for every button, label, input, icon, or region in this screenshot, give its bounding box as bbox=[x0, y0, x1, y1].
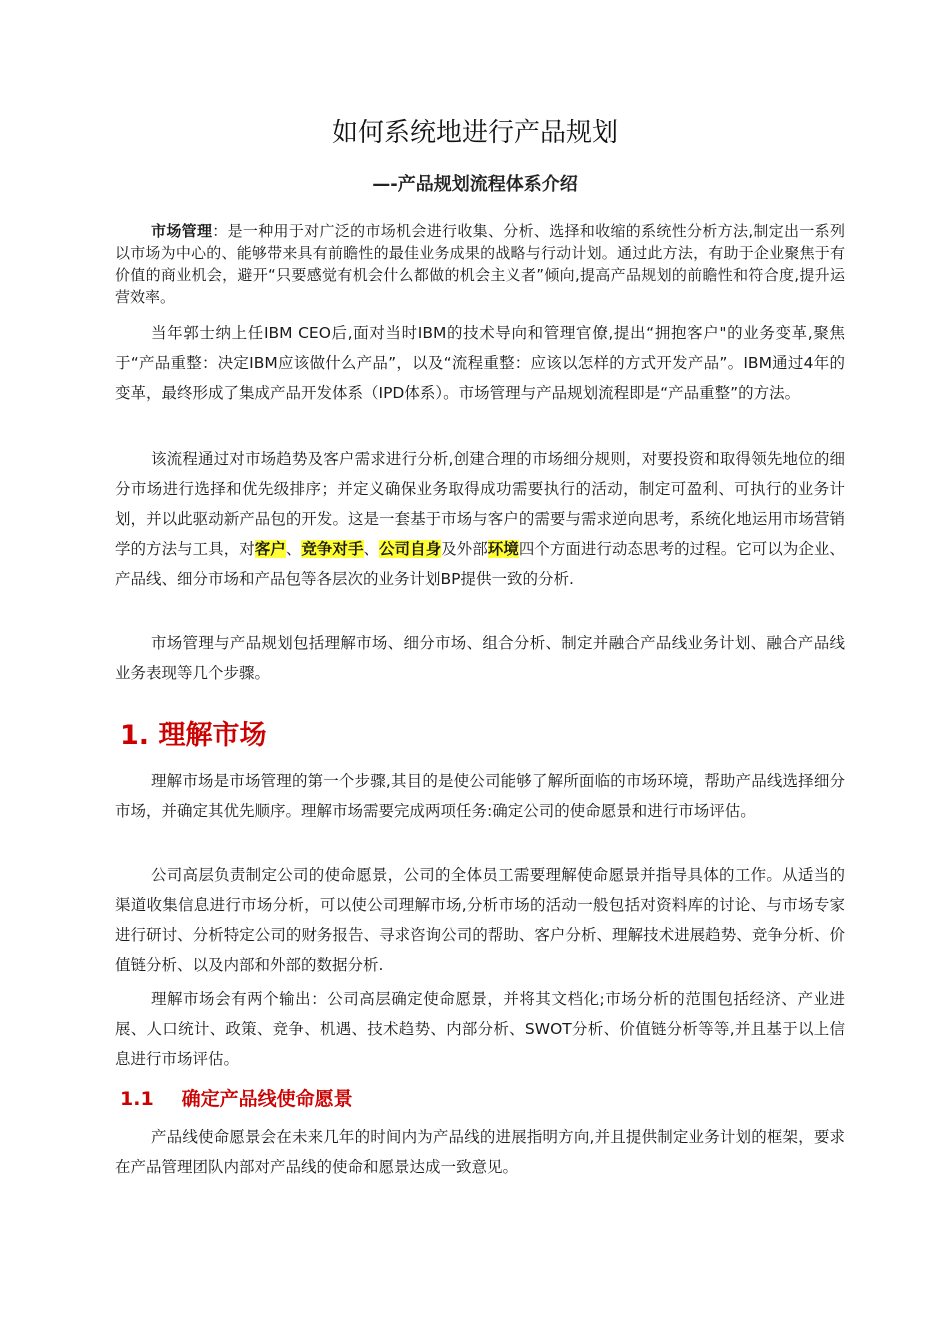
highlight-environment: 环境 bbox=[487, 540, 519, 558]
section-1-paragraph-3: 理解市场会有两个输出：公司高层确定使命愿景，并将其文档化;市场分析的范围包括经济、产业进展、人口统计、政策、竞争、机遇、技术趋势、内部分析、SWOT分析、价值链分析等等,并且基于以上信息进行市场评估。 bbox=[115, 990, 845, 1068]
highlight-customer: 客户 bbox=[254, 540, 286, 558]
intro-paragraph bbox=[115, 220, 845, 308]
section-1-1-title: 确定产品线使命愿景 bbox=[181, 1088, 353, 1110]
section-1-1-heading bbox=[120, 1084, 353, 1114]
highlight-competitor: 竞争对手 bbox=[301, 540, 364, 558]
section-1-paragraph-1: 理解市场是市场管理的第一个步骤,其目的是使公司能够了解所面临的市场环境，帮助产品线选择细分市场，并确定其优先顺序。理解市场需要完成两项任务:确定公司的使命愿景和进行市场评估。 bbox=[115, 772, 845, 820]
process-text-2: 四个方面进行动态思考的过程。它可以为企业、产品线、细分市场和产品包等各层次的业务计划BP提供一致的分析. bbox=[115, 540, 845, 588]
document-title: 如何系统地进行产品规划 bbox=[331, 118, 618, 148]
process-text-1: 该流程通过对市场趋势及客户需求进行分析,创建合理的市场细分规则，对要投资和取得领先地位的细分市场进行选择和优先级排序；并定义确保业务取得成功需要执行的活动，制定可盈利、可执行的业务计划，并以此驱动新产品包的开发。这是一套基于市场与客户的需要与需求逆向思考，系统化地运用市场营销学的方法与工具，对 bbox=[115, 450, 845, 558]
section-1-heading: 1. 理解市场 bbox=[120, 720, 267, 751]
steps-paragraph: 市场管理与产品规划包括理解市场、细分市场、组合分析、制定并融合产品线业务计划、融合产品线业务表现等几个步骤。 bbox=[115, 634, 845, 682]
separator: 、 bbox=[363, 540, 380, 558]
separator: 、 bbox=[285, 540, 302, 558]
intro-term: 市场管理 bbox=[151, 222, 213, 240]
section-1-1-paragraph-1: 产品线使命愿景会在未来几年的时间内为产品线的进展指明方向,并且提供制定业务计划的框架，要求在产品管理团队内部对产品线的使命和愿景达成一致意见。 bbox=[115, 1128, 845, 1176]
section-1-1-number: 1.1 bbox=[120, 1088, 154, 1110]
process-mid-text: 及外部 bbox=[441, 540, 488, 558]
section-1-paragraph-2: 公司高层负责制定公司的使命愿景，公司的全体员工需要理解使命愿景并指导具体的工作。从适当的渠道收集信息进行市场分析，可以使公司理解市场,分析市场的活动一般包括对资料库的讨论、与市场专家进行研讨、分析特定公司的财务报告、寻求咨询公司的帮助、客户分析、理解技术进展趋势、竞争分析、价值链分析、以及内部和外部的数据分析. bbox=[115, 866, 845, 974]
document-subtitle: —-产品规划流程体系介绍 bbox=[372, 174, 578, 195]
highlight-company: 公司自身 bbox=[379, 540, 442, 558]
intro-text: ：是一种用于对广泛的市场机会进行收集、分析、选择和收缩的系统性分析方法,制定出一系列以市场为中心的、能够带来具有前瞻性的最佳业务成果的战略与行动计划。通过此方法，有助于企业聚焦于有价值的商业机会，避开“只要感觉有机会什么都做的机会主义者”倾向,提高产品规划的前瞻性和符合度,提升运营效率。 bbox=[115, 222, 845, 306]
ibm-paragraph: 当年郭士纳上任IBM CEO后,面对当时IBM的技术导向和管理官僚,提出“拥抱客户"的业务变革,聚焦于“产品重整：决定IBM应该做什么产品”，以及“流程重整：应该以怎样的方式开发产品”。IBM通过4年的变革，最终形成了集成产品开发体系（IPD体系）。市场管理与产品规划流程即是“产品重整”的方法。 bbox=[115, 324, 845, 402]
process-paragraph bbox=[115, 444, 845, 594]
